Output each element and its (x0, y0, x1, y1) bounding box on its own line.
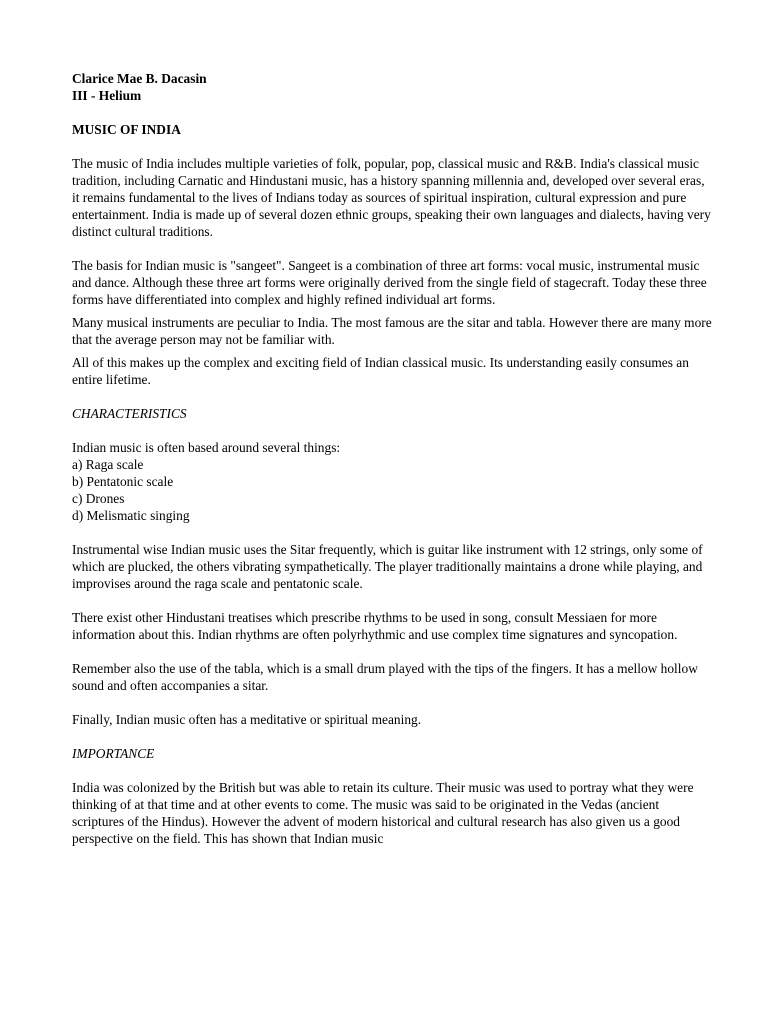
characteristics-paragraph: Finally, Indian music often has a meditative or spiritual meaning. (72, 712, 422, 727)
document-title: MUSIC OF INDIA (72, 122, 181, 137)
characteristics-lead: Indian music is often based around several things: (72, 440, 341, 455)
characteristics-paragraph: There exist other Hindustani treatises which prescribe rhythms to be used in song, consult Messiaen for more information about this. Indian rhythms are often polyrhythmic and use complex time signatures and syncopation. (72, 610, 678, 642)
importance-paragraph: India was colonized by the British but was able to retain its culture. Their music was used to portray what they were thinking of at that time and at other events to come. The music was said to be originated in the Vedas (ancient scriptures of the Hindus). However the advent of modern historical and cultural research has also given us a good perspective on the field. This has shown that Indian music (72, 780, 694, 846)
intro-paragraph: All of this makes up the complex and exciting field of Indian classical music. Its understanding easily consumes an entire lifetime. (72, 355, 689, 387)
intro-paragraph: Many musical instruments are peculiar to India. The most famous are the sitar and tabla. However there are many more that the average person may not be familiar with. (72, 315, 712, 347)
characteristics-paragraph: Instrumental wise Indian music uses the Sitar frequently, which is guitar like instrument with 12 strings, only some of which are plucked, the others vibrating sympathetically. The player traditionally maintains a drone while playing, and improvises around the raga scale and pentatonic scale. (72, 542, 703, 591)
list-item: d) Melismatic singing (72, 508, 190, 523)
list-item: a) Raga scale (72, 457, 144, 472)
class-section: III - Helium (72, 88, 142, 103)
author-name: Clarice Mae B. Dacasin (72, 71, 207, 86)
list-item: b) Pentatonic scale (72, 474, 174, 489)
list-item: c) Drones (72, 491, 125, 506)
section-heading-characteristics: CHARACTERISTICS (72, 406, 187, 421)
characteristics-paragraph: Remember also the use of the tabla, which is a small drum played with the tips of the fingers. It has a mellow hollow sound and often accompanies a sitar. (72, 661, 698, 693)
section-heading-importance: IMPORTANCE (72, 746, 155, 761)
document-page (72, 70, 712, 847)
intro-paragraph: The basis for Indian music is "sangeet". Sangeet is a combination of three art forms: vocal music, instrumental music and dance. Although these three art forms were originally derived from the single field of stagecraft. Today these three forms have differentiated into complex and highly refined individual art forms. (72, 258, 707, 307)
intro-paragraph: The music of India includes multiple varieties of folk, popular, pop, classical music and R&B. India's classical music tradition, including Carnatic and Hindustani music, has a history spanning millennia and, developed over several eras, it remains fundamental to the lives of Indians today as sources of spiritual inspiration, cultural expression and pure entertainment. India is made up of several dozen ethnic groups, speaking their own languages and dialects, having very distinct cultural traditions. (72, 156, 711, 239)
author-block (72, 70, 712, 104)
